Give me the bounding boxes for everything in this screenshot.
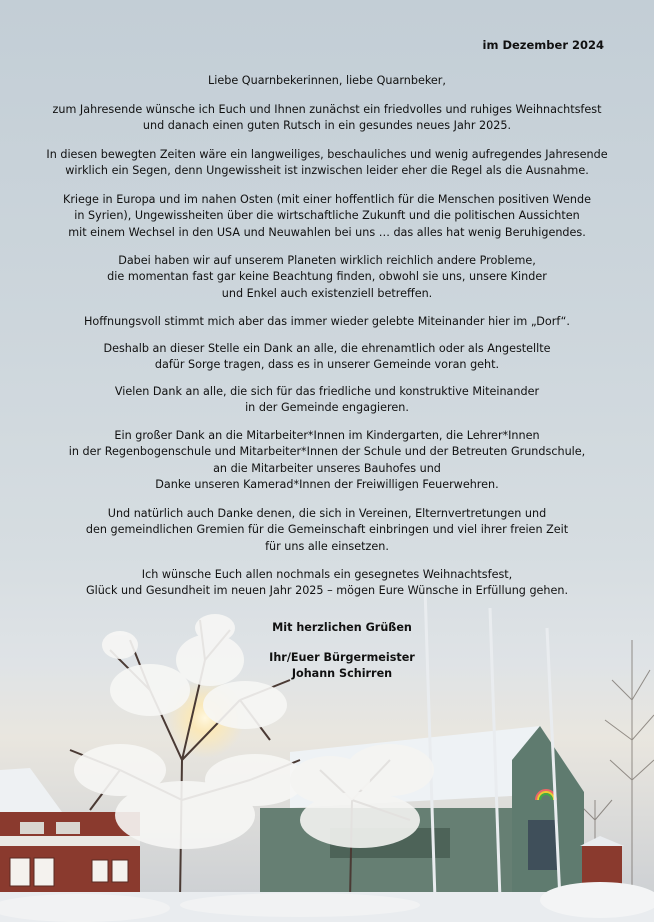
paragraph-6: Deshalb an dieser Stelle ein Dank an alle, die ehrenamtlich oder als Angestellte dafür Sorge tragen, dass es in unserer Gemeinde voran geht.: [103, 342, 551, 372]
paragraph-5: Hoffnungsvoll stimmt mich aber das immer wieder gelebte Miteinander hier im „Dorf“.: [84, 315, 570, 328]
paragraph-1: zum Jahresende wünsche ich Euch und Ihnen zunächst ein friedvolles und ruhiges Weihnachtsfest und danach einen guten Rutsch in ein gesundes neues Jahr 2025.: [52, 103, 602, 133]
paragraph-10: Ich wünsche Euch allen nochmals ein gesegnetes Weihnachtsfest, Glück und Gesundheit im neuen Jahr 2025 – mögen Eure Wünsche in Erfüllung gehen.: [85, 568, 569, 598]
paragraph-3: Kriege in Europa und im nahen Osten (mit einer hoffentlich für die Menschen positiven Wende in Syrien), Ungewissheiten über die wirtschaftliche Zukunft und die politischen Aussichten mit einem Wechsel in den USA und Neuwahlen bei uns … das alles hat wenig Beruhigendes.: [62, 193, 591, 239]
letter-date: im Dezember 2024: [482, 38, 604, 52]
paragraph-9: Und natürlich auch Danke denen, die sich in Vereinen, Elternvertretungen und den gemeindlichen Gremien für die Gemeinschaft einbringen und viel ihrer freien Zeit für uns alle einsetzen.: [85, 507, 569, 553]
signature-role: Ihr/Euer Bürgermeister: [269, 651, 415, 664]
signature-name: Johann Schirren: [291, 667, 393, 680]
paragraph-4: Dabei haben wir auf unserem Planeten wirklich reichlich andere Probleme, die momentan fast gar keine Beachtung finden, obwohl sie uns, unsere Kinder und Enkel auch existenziell betreffen.: [107, 254, 547, 300]
closing: Mit herzlichen Grüßen: [272, 621, 412, 634]
paragraph-8: Ein großer Dank an die Mitarbeiter*Innen im Kindergarten, die Lehrer*Innen in der Regenbogenschule und Mitarbeiter*Innen der Schule und der Betreuten Grundschule, an die Mitarbeiter unseres Bauhofes und Danke unseren Kamerad*Innen der Freiwilligen Feuerwehren.: [68, 429, 586, 492]
paragraph-7: Vielen Dank an alle, die sich für das friedliche und konstruktive Miteinander in der Gemeinde engagieren.: [114, 385, 540, 415]
paragraph-2: In diesen bewegten Zeiten wäre ein langweiliges, beschauliches und wenig aufregendes Jahresende wirklich ein Segen, denn Ungewissheit ist inzwischen leider eher die Regel als die Ausnahme.: [46, 148, 608, 178]
salutation: Liebe Quarnbekerinnen, liebe Quarnbeker,: [208, 74, 446, 87]
